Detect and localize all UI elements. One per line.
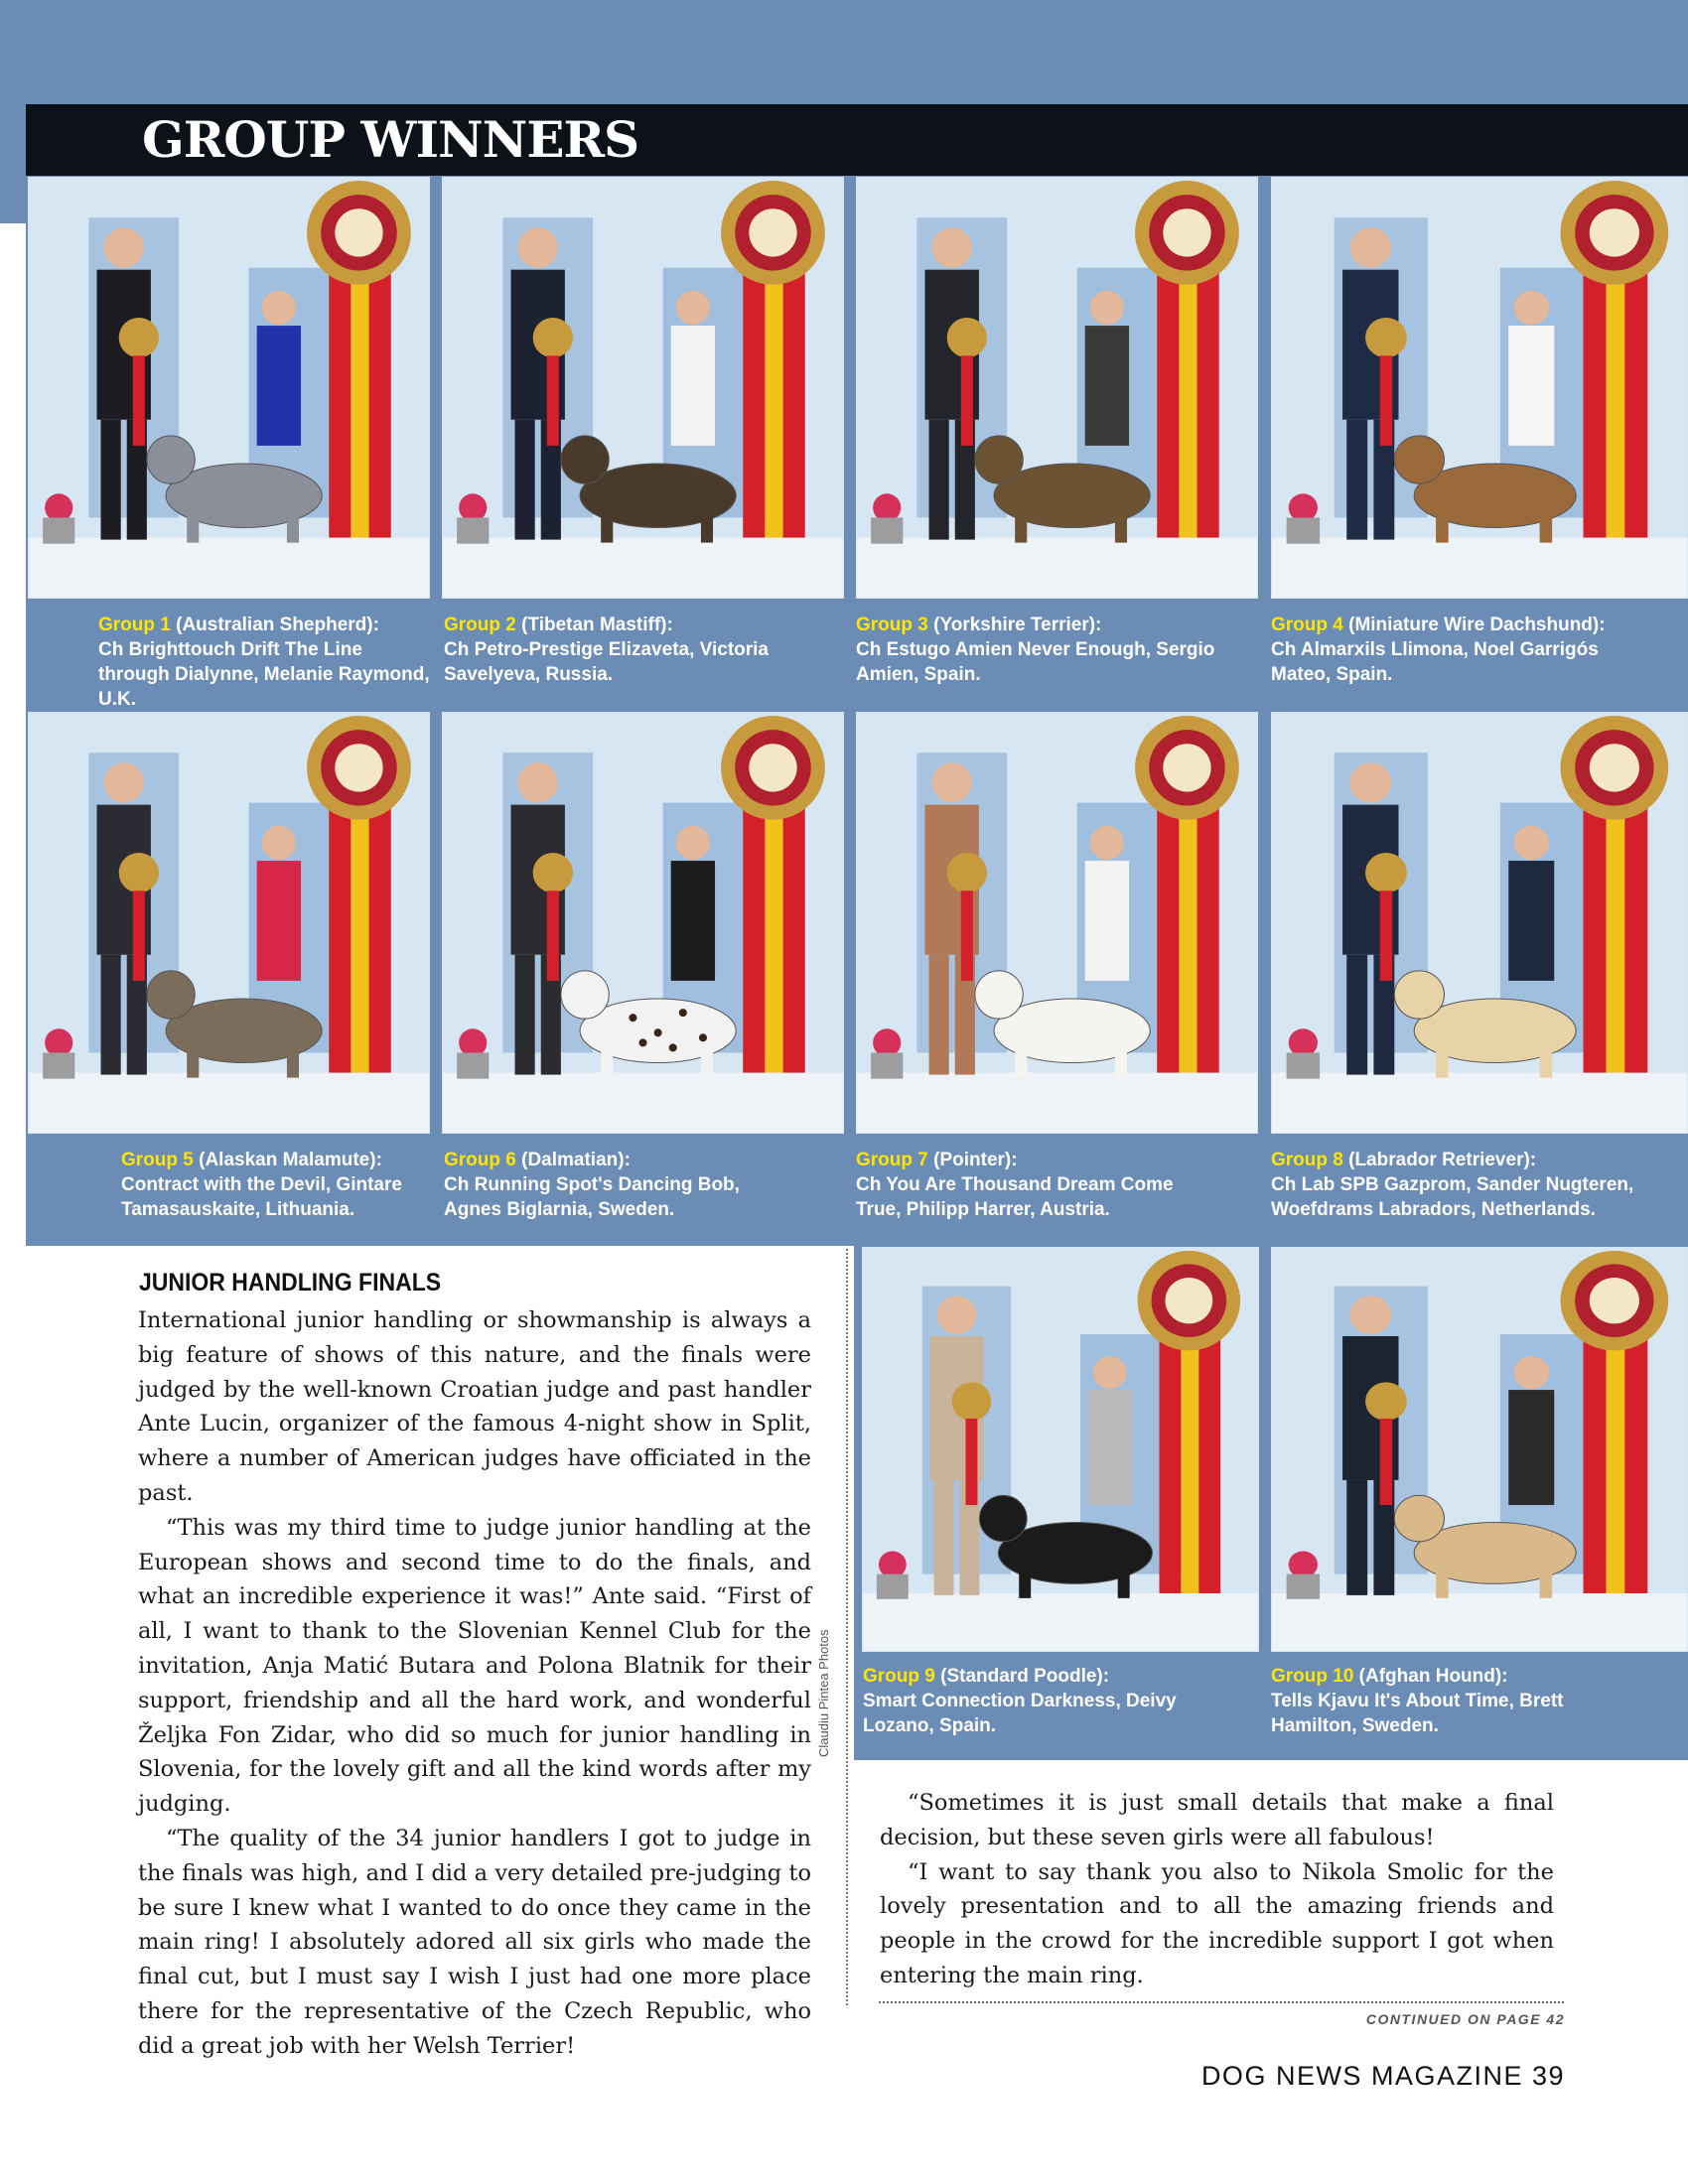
dog-leg <box>601 512 613 542</box>
dog-leg <box>187 512 199 542</box>
group-1-photo <box>28 177 430 599</box>
group-label: Group 10 <box>1271 1666 1354 1687</box>
flower <box>459 1028 487 1056</box>
group-label: Group 9 <box>863 1666 935 1687</box>
group-label: Group 8 <box>1271 1150 1343 1170</box>
group-3-caption <box>856 613 1233 687</box>
article-paragraph: “The quality of the 34 junior handlers I got to judge in the finals was high, and I did a very detailed pre-judging to be sure I knew what I wanted to do once they came in the main ring! I absolutely adored all six girls who made the final cut, but I must say I wish I just had one more place there for the representative of the Czech Republic, who did a great job with her Welsh Terrier! <box>138 1825 811 2059</box>
dog-leg <box>1118 1570 1130 1598</box>
group-breed: (Miniature Wire Dachshund): <box>1342 614 1606 635</box>
dog-leg <box>701 512 713 542</box>
held-ribbon <box>961 355 973 446</box>
dog-leg <box>1436 1570 1449 1598</box>
group-label: Group 1 <box>98 614 171 635</box>
group-label: Group 7 <box>856 1150 928 1170</box>
rosette-center <box>749 208 796 256</box>
judge-head <box>1349 227 1391 267</box>
handler-head <box>1090 291 1124 325</box>
judge-head <box>1349 1296 1391 1334</box>
held-ribbon <box>1380 890 1393 981</box>
group-breed: (Dalmatian): <box>515 1150 631 1170</box>
group-photo-illustration <box>29 713 429 1133</box>
group-label: Group 6 <box>444 1150 516 1170</box>
dog-spot <box>629 1014 636 1022</box>
flower <box>873 493 901 521</box>
handler-body <box>671 861 715 981</box>
dog-head <box>979 1495 1027 1541</box>
group-1-caption <box>98 613 436 712</box>
dog-head <box>1394 971 1444 1019</box>
group-details: Ch Almarxils Llimona, Noel Garrigós Mateo, Spain. <box>1271 639 1599 685</box>
flower <box>45 1028 72 1056</box>
flower <box>45 493 72 521</box>
dog-leg <box>187 1047 199 1077</box>
article-paragraph: International junior handling or showmanship is always a big feature of shows of this nature, and the finals were judged by the well-known Croatian judge and past handler Ante Lucin, organizer of the famous 4-night show in Split, where a number of American judges have officiated in the past. <box>138 1307 811 1506</box>
handler-body <box>671 326 715 446</box>
dog-spot <box>654 1028 662 1036</box>
floor <box>857 538 1257 598</box>
floor <box>29 538 429 598</box>
group-6-caption <box>444 1148 762 1222</box>
judge-leg <box>1346 420 1367 540</box>
judge-head <box>937 1296 977 1334</box>
flower-basket <box>1287 1052 1320 1078</box>
dog-leg <box>1540 512 1553 542</box>
judge-head <box>1349 762 1391 802</box>
dog-head <box>561 971 609 1019</box>
continued-note: CONTINUED ON PAGE 42 <box>1365 2011 1565 2027</box>
section-title: JUNIOR HANDLING FINALS <box>139 1269 442 1297</box>
floor <box>443 538 843 598</box>
floor <box>443 1073 843 1133</box>
article-paragraph: “Sometimes it is just small details that make a final decision, but these seven girls were all fabulous! <box>880 1790 1554 1850</box>
rosette-center <box>749 744 796 791</box>
group-label: Group 4 <box>1271 614 1343 635</box>
rosette-center <box>335 208 382 256</box>
held-ribbon <box>547 355 559 446</box>
judge-leg <box>515 955 535 1075</box>
dog-head <box>147 436 195 483</box>
article-paragraph: “I want to say thank you also to Nikola Smolic for the lovely presentation and to all the amazing friends and people in the crowd for the incredible support I got when entering the main ring. <box>880 1858 1554 1988</box>
dog-head <box>975 971 1023 1019</box>
group-details: Tells Kjavu It's About Time, Brett Hamilton, Sweden. <box>1271 1691 1564 1736</box>
flower-basket <box>871 1052 903 1078</box>
floor <box>1272 538 1687 598</box>
group-10-caption <box>1271 1664 1569 1738</box>
column-divider <box>846 1249 848 2005</box>
group-details: Contract with the Devil, Gintare Tamasauskaite, Lithuania. <box>121 1174 402 1220</box>
group-5-photo <box>28 712 430 1134</box>
group-4-photo <box>1271 177 1688 599</box>
handler-head <box>1513 291 1549 325</box>
judge-head <box>104 227 144 267</box>
dog-spot <box>679 1009 687 1017</box>
judge-leg <box>101 420 121 540</box>
dog-leg <box>1115 512 1127 542</box>
handler-body <box>257 326 301 446</box>
dog-leg <box>287 1047 299 1077</box>
flower <box>1289 1028 1318 1056</box>
rosette-center <box>1590 1278 1639 1323</box>
page-title: GROUP WINNERS <box>142 110 639 169</box>
handler-body <box>1085 861 1129 981</box>
judge-leg <box>934 1480 954 1595</box>
group-2-photo <box>442 177 844 599</box>
group-10-photo <box>1271 1247 1688 1652</box>
dog-head <box>1394 1495 1444 1541</box>
flower-basket <box>1287 517 1320 543</box>
flower-basket <box>43 517 74 543</box>
group-9-photo <box>862 1247 1259 1652</box>
held-rosette <box>119 318 159 357</box>
dog-spot <box>669 1043 677 1051</box>
held-ribbon <box>547 890 559 981</box>
flower <box>873 1028 901 1056</box>
held-rosette <box>533 853 573 892</box>
group-4-caption <box>1271 613 1648 687</box>
article-left-column <box>138 1303 811 2064</box>
judge-head <box>518 227 558 267</box>
rosette-center <box>335 744 382 791</box>
held-ribbon <box>133 890 145 981</box>
group-details: Ch Lab SPB Gazprom, Sander Nugteren, Woefdrams Labradors, Netherlands. <box>1271 1174 1634 1220</box>
group-details: Ch Running Spot's Dancing Bob, Agnes Biglarnia, Sweden. <box>444 1174 740 1220</box>
held-rosette <box>947 318 987 357</box>
flower <box>879 1551 907 1577</box>
held-ribbon <box>133 355 145 446</box>
handler-head <box>1090 826 1124 860</box>
dog-leg <box>601 1047 613 1077</box>
page-footer: DOG NEWS MAGAZINE 39 <box>1200 2061 1565 2091</box>
judge-leg <box>1346 1480 1367 1595</box>
dog-leg <box>1436 512 1449 542</box>
group-photo-illustration <box>29 178 429 598</box>
dog-leg <box>1540 1570 1553 1598</box>
group-breed: (Pointer): <box>927 1150 1018 1170</box>
group-photo-illustration <box>1272 713 1687 1133</box>
continued-divider <box>879 2001 1564 2003</box>
group-8-caption <box>1271 1148 1648 1222</box>
group-breed: (Afghan Hound): <box>1353 1666 1508 1687</box>
handler-body <box>1085 326 1129 446</box>
group-breed: (Australian Shepherd): <box>170 614 379 635</box>
rosette-center <box>1590 744 1639 791</box>
held-ribbon <box>965 1419 977 1505</box>
flower <box>1289 493 1318 521</box>
dog-head <box>561 436 609 483</box>
floor <box>1272 1593 1687 1651</box>
floor <box>857 1073 1257 1133</box>
group-details: Ch Estugo Amien Never Enough, Sergio Amien, Spain. <box>856 639 1215 685</box>
judge-head <box>932 762 972 802</box>
group-details: Smart Connection Darkness, Deivy Lozano, Spain. <box>863 1691 1177 1736</box>
held-ribbon <box>1380 1419 1393 1505</box>
group-2-caption <box>444 613 801 687</box>
handler-body <box>257 861 301 981</box>
held-rosette <box>952 1382 992 1421</box>
group-photo-illustration <box>443 713 843 1133</box>
group-photo-illustration <box>857 178 1257 598</box>
held-ribbon <box>1380 355 1393 446</box>
floor <box>1272 1073 1687 1133</box>
dog-leg <box>1436 1047 1449 1077</box>
group-photo-illustration <box>443 178 843 598</box>
group-details: Ch Petro-Prestige Elizaveta, Victoria Savelyeva, Russia. <box>444 639 769 685</box>
article-right-column <box>880 1786 1554 1993</box>
flower-basket <box>1287 1574 1320 1599</box>
dog-leg <box>1015 1047 1027 1077</box>
group-6-photo <box>442 712 844 1134</box>
handler-head <box>1093 1356 1127 1389</box>
rosette-center <box>1163 208 1210 256</box>
group-7-photo <box>856 712 1258 1134</box>
handler-head <box>676 826 710 860</box>
group-breed: (Alaskan Malamute): <box>193 1150 382 1170</box>
handler-body <box>1088 1390 1132 1505</box>
group-label: Group 3 <box>856 614 928 635</box>
left-color-strip <box>0 104 26 223</box>
flower <box>1289 1551 1318 1577</box>
group-5-caption <box>121 1148 429 1222</box>
judge-leg <box>515 420 535 540</box>
group-3-photo <box>856 177 1258 599</box>
floor <box>29 1073 429 1133</box>
group-photo-illustration <box>1272 1248 1687 1651</box>
dog-leg <box>1019 1570 1031 1598</box>
group-label: Group 5 <box>121 1150 194 1170</box>
judge-head <box>104 762 144 802</box>
dog-leg <box>1115 1047 1127 1077</box>
group-details: Ch You Are Thousand Dream Come True, Philipp Harrer, Austria. <box>856 1174 1174 1220</box>
group-photo-illustration <box>1272 178 1687 598</box>
handler-body <box>1508 861 1554 981</box>
handler-head <box>262 291 296 325</box>
handler-head <box>1513 826 1549 860</box>
handler-head <box>262 826 296 860</box>
held-rosette <box>1365 853 1407 892</box>
dog-head <box>1394 436 1444 483</box>
held-rosette <box>1365 318 1407 357</box>
top-color-band <box>0 0 1688 104</box>
dog-head <box>975 436 1023 483</box>
judge-leg <box>101 955 121 1075</box>
dog-spot <box>699 1033 707 1041</box>
dog-leg <box>1540 1047 1553 1077</box>
rosette-center <box>1590 208 1639 256</box>
group-breed: (Labrador Retriever): <box>1342 1150 1537 1170</box>
handler-head <box>676 291 710 325</box>
rosette-center <box>1163 744 1210 791</box>
dog-spot <box>638 1038 646 1046</box>
group-8-photo <box>1271 712 1688 1134</box>
article-paragraph: “This was my third time to judge junior handling at the European shows and second time to do the finals, and what an incredible experience it was!” Ante said. “First of all, I want to thank to the Slovenian Kennel Club for the invitation, Anja Matić Butara and Polona Blatnik for their support, friendship and all the hard work, and wonderful Željka Fon Zidar, who did so much for junior handling in Slovenia, for the lovely gift and all the kind words after my judging. <box>138 1514 811 1818</box>
handler-head <box>1513 1356 1549 1389</box>
group-details: Ch Brighttouch Drift The Line through Dialynne, Melanie Raymond, U.K. <box>98 639 430 710</box>
flower-basket <box>457 517 489 543</box>
dog-leg <box>287 512 299 542</box>
rosette-center <box>1165 1278 1212 1323</box>
group-photo-illustration <box>857 713 1257 1133</box>
group-breed: (Tibetan Mastiff): <box>515 614 673 635</box>
held-rosette <box>533 318 573 357</box>
held-rosette <box>947 853 987 892</box>
floor <box>863 1593 1258 1651</box>
judge-head <box>518 762 558 802</box>
held-rosette <box>119 853 159 892</box>
dog-leg <box>1015 512 1027 542</box>
group-breed: (Standard Poodle): <box>934 1666 1110 1687</box>
group-label: Group 2 <box>444 614 516 635</box>
handler-body <box>1508 326 1554 446</box>
judge-head <box>932 227 972 267</box>
held-rosette <box>1365 1382 1407 1421</box>
group-9-caption <box>863 1664 1200 1738</box>
group-photo-illustration <box>863 1248 1258 1651</box>
dog-head <box>147 971 195 1019</box>
flower-basket <box>43 1052 74 1078</box>
dog-leg <box>701 1047 713 1077</box>
flower-basket <box>871 517 903 543</box>
held-ribbon <box>961 890 973 981</box>
group-breed: (Yorkshire Terrier): <box>927 614 1102 635</box>
handler-body <box>1508 1390 1554 1505</box>
flower-basket <box>457 1052 489 1078</box>
judge-leg <box>1346 955 1367 1075</box>
photo-credit: Claudiu Pintea Photos <box>816 1629 831 1757</box>
flower-basket <box>877 1574 909 1599</box>
judge-leg <box>929 955 949 1075</box>
judge-leg <box>929 420 949 540</box>
flower <box>459 493 487 521</box>
group-7-caption <box>856 1148 1194 1222</box>
